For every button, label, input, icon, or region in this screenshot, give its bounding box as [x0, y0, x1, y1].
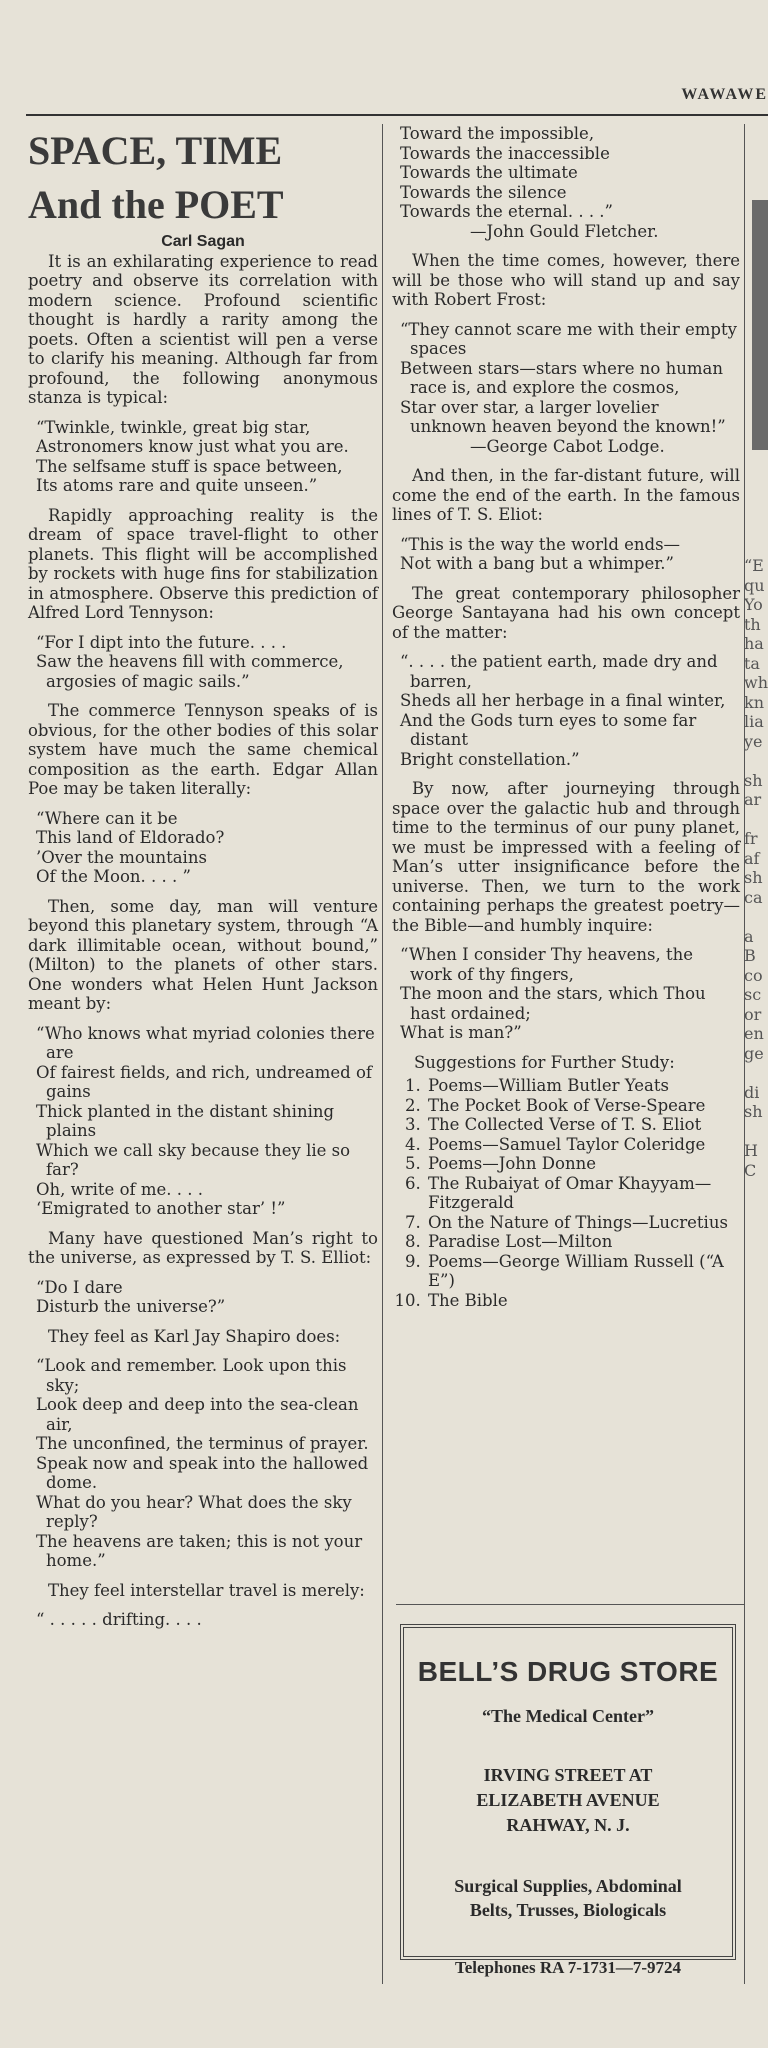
verse-line: Its atoms rare and quite unseen.”: [36, 476, 318, 495]
verse-line: Of the Moon. . . . ”: [36, 867, 191, 886]
ad-address-line: RAHWAY, N. J.: [506, 1815, 630, 1835]
cropped-text-fragment: sh: [744, 770, 763, 790]
paragraph: They feel as Karl Jay Shapiro does:: [48, 1326, 341, 1346]
verse-line: Disturb the universe?”: [36, 1297, 226, 1316]
cropped-text-fragment: di: [744, 1082, 760, 1102]
verse: [400, 945, 740, 1043]
verse-line: “Look and remember. Look upon this sky;: [36, 1356, 347, 1395]
verse-line: Speak now and speak into the hallowed dome.: [36, 1453, 369, 1492]
verse-line: The heavens are taken; this is not your home.”: [36, 1531, 363, 1570]
cropped-text-fragment: “E: [744, 556, 764, 575]
cropped-text-fragment: en: [744, 1024, 764, 1043]
suggestion-item: 7. On the Nature of Things—Lucretius: [426, 1213, 740, 1233]
cropped-column-text: [744, 556, 768, 2036]
verse-attribution-wrap: [400, 222, 740, 242]
ad-address-line: ELIZABETH AVENUE: [476, 1790, 660, 1810]
suggestions-title: Suggestions for Further Study:: [414, 1052, 675, 1072]
suggestion-item: 8. Paradise Lost—Milton: [426, 1232, 740, 1252]
suggestion-item: 4. Poems—Samuel Taylor Coleridge: [426, 1135, 740, 1155]
byline: Carl Sagan: [161, 233, 245, 250]
cropped-text-fragment: Yo: [744, 595, 763, 614]
ad-slogan: “The Medical Center”: [482, 1706, 654, 1726]
verse-line: “They cannot scare me with their empty spaces: [400, 319, 737, 358]
paragraph: Many have questioned Man’s right to the universe, as expressed by T. S. Elliot:: [28, 1228, 378, 1267]
paragraph: The commerce Tennyson speaks of is obvious, for the other bodies of this solar system have much the same chemical composition as the earth. Edgar Allan Poe may be taken literally:: [28, 701, 378, 798]
cropped-text-fragment: ta: [744, 653, 760, 673]
suggestion-item: 1. Poems—William Butler Yeats: [426, 1076, 740, 1096]
paragraph: And then, in the far-distant future, will come the end of the earth. In the famous lines of T. S. Eliot:: [392, 466, 740, 524]
verse-line: Look deep and deep into the sea-clean air,: [36, 1395, 359, 1434]
verse-line: “Who knows what myriad colonies there are: [36, 1023, 375, 1062]
verse-line: This land of Eldorado?: [36, 828, 225, 847]
ad-supplies: [404, 1874, 732, 1922]
cropped-text-fragment: C: [744, 1160, 757, 1180]
paragraph: They feel interstellar travel is merely:: [48, 1580, 365, 1600]
paragraph: Rapidly approaching reality is the dream of space travel-flight to other planets. This flight will be accomplished by rockets with huge fins for stabilization in atmosphere. Observe this prediction of Alfred Lord Tennyson:: [28, 505, 378, 622]
paragraph: The great contemporary philosopher George Santayana had his own concept of the matter:: [392, 583, 740, 642]
running-head: WAWAWE: [681, 86, 768, 103]
verse-line: Sheds all her herbage in a final winter,: [400, 691, 726, 710]
verse-line: Oh, write of me. . . .: [36, 1179, 203, 1199]
verse-attribution: —John Gould Fletcher.: [470, 221, 659, 241]
verse-line: “Do I dare: [36, 1277, 123, 1297]
cropped-text-fragment: ye: [744, 731, 763, 751]
cropped-text-fragment: kn: [744, 692, 764, 712]
verse-line: What is man?”: [400, 1023, 522, 1042]
verse-line: The unconfined, the terminus of prayer.: [36, 1434, 369, 1453]
drug-store-ad: [400, 1624, 736, 1977]
suggestion-item: 5. Poems—John Donne: [426, 1154, 740, 1174]
verse: [36, 1356, 378, 1571]
cropped-text-fragment: a: [744, 926, 754, 946]
ad-address: [404, 1763, 732, 1838]
cropped-text-fragment: H: [744, 1141, 758, 1160]
ad-supplies-line: Belts, Trusses, Biologicals: [469, 1900, 667, 1920]
verse: [36, 1278, 378, 1317]
paragraph: Then, some day, man will venture beyond this planetary system, through “A dark illimitable ocean, without bound,” (Milton) to the planets of other stars. One wonders what Helen Hunt Jackson meant by:: [28, 896, 378, 1013]
cropped-text-fragment: ha: [744, 634, 764, 653]
ad-store-name: BELL’S DRUG STORE: [417, 1656, 719, 1687]
verse-line: Not with a bang but a whimper.”: [400, 554, 674, 573]
suggestion-item: 3. The Collected Verse of T. S. Eliot: [426, 1115, 740, 1135]
section-rule: [396, 1604, 744, 1605]
verse-line: Towards the ultimate: [400, 163, 578, 182]
verse-line: Of fairest fields, and rich, undreamed of gains: [36, 1062, 373, 1101]
verse-line: Towards the inaccessible: [400, 143, 610, 163]
verse-attribution-wrap: [400, 437, 740, 457]
cropped-text-fragment: fr: [744, 829, 758, 848]
verse: [400, 535, 740, 574]
verse-attribution: —George Cabot Lodge.: [470, 436, 665, 456]
verse-line: “This is the way the world ends—: [400, 534, 681, 554]
cropped-text-fragment: ca: [744, 887, 763, 907]
cropped-text-fragment: [744, 1122, 768, 1142]
cropped-text-fragment: qu: [744, 575, 765, 595]
verse-line: “. . . . the patient earth, made dry and barren,: [400, 652, 718, 691]
verse-line: ’Over the mountains: [36, 847, 207, 867]
verse: [36, 1024, 378, 1219]
cropped-text-fragment: [744, 810, 768, 830]
suggestion-item: 6. The Rubaiyat of Omar Khayyam—Fitzgerald: [426, 1174, 740, 1213]
verse: [400, 652, 740, 769]
verse-line: Between stars—stars where no human race is, and explore the cosmos,: [400, 358, 723, 397]
cropped-text-fragment: sh: [744, 868, 763, 887]
verse-line: The moon and the stars, which Thou hast ordained;: [400, 984, 706, 1023]
suggestion-item: 9. Poems—George William Russell (“A E”): [426, 1252, 740, 1291]
verse-line: Bright constellation.”: [400, 749, 580, 769]
verse-line: Thick planted in the distant shining plains: [36, 1101, 335, 1140]
verse-line: Which we call sky because they lie so far?: [36, 1140, 351, 1179]
cropped-photo-area: [744, 200, 768, 450]
cropped-text-fragment: or: [744, 1004, 762, 1024]
verse-line: ‘Emigrated to another star’ !”: [36, 1199, 286, 1218]
cropped-text-fragment: ar: [744, 790, 762, 809]
cropped-text-fragment: wh: [744, 673, 768, 692]
verse-line: Toward the impossible,: [400, 124, 595, 143]
verse: [400, 320, 740, 437]
cropped-text-fragment: co: [744, 965, 763, 985]
article-title: SPACE, TIME: [28, 128, 283, 173]
verse: [36, 633, 378, 692]
article-column-2: [392, 124, 740, 1322]
cropped-text-fragment: B: [744, 946, 756, 965]
verse-line: Towards the eternal. . . .”: [400, 202, 613, 221]
cropped-photo: [752, 200, 768, 450]
article-subtitle: And the POET: [28, 182, 284, 227]
verse-line: “Twinkle, twinkle, great big star,: [36, 417, 311, 437]
verse-line: And the Gods turn eyes to some far distant: [400, 710, 697, 749]
verse-line: The selfsame stuff is space between,: [36, 456, 343, 476]
suggestion-item: 2. The Pocket Book of Verse-Speare: [426, 1096, 740, 1116]
cropped-text-fragment: th: [744, 614, 761, 634]
ad-supplies-line: Surgical Supplies, Abdominal: [454, 1876, 682, 1896]
verse-line: “ . . . . . drifting. . . .: [36, 1610, 202, 1629]
verse-line: “Where can it be: [36, 808, 178, 828]
paragraph: By now, after journeying through space over the galactic hub and through time to the terminus of our puny planet, we must be impressed with a feeling of Man’s utter insignificance before the universe. Then, we turn to the work containing perhaps the greatest poetry—the Bible—and humbly inquire:: [392, 779, 740, 935]
verse: [36, 1610, 378, 1630]
cropped-text-fragment: sc: [744, 985, 762, 1004]
verse-line: “For I dipt into the future. . . .: [36, 632, 287, 652]
paragraph: It is an exhilarating experience to read poetry and observe its correlation with modern science. Profound scientific thought is hardly a rarity among the poets. Often a scientist will pen a verse to clarify his meaning. Although far from profound, the following anonymous stanza is typical:: [28, 251, 378, 407]
verse-line: What do you hear? What does the sky reply?: [36, 1492, 352, 1531]
suggestions-list: [392, 1076, 740, 1310]
cropped-text-fragment: sh: [744, 1102, 763, 1121]
cropped-text-fragment: [744, 1063, 768, 1083]
cropped-text-fragment: [744, 907, 768, 927]
verse: [36, 418, 378, 496]
verse: [36, 809, 378, 887]
ad-address-line: IRVING STREET AT: [483, 1765, 653, 1785]
column-divider: [382, 124, 383, 1984]
cropped-text-fragment: [744, 751, 768, 771]
header-rule: [26, 114, 768, 116]
verse-line: Saw the heavens fill with commerce, argosies of magic sails.”: [36, 652, 344, 691]
cropped-text-fragment: ge: [744, 1043, 764, 1063]
ad-phones: Telephones RA 7-1731—7-9724: [454, 1958, 682, 1977]
article-column-1: [28, 124, 378, 1640]
verse-line: Astronomers know just what you are.: [36, 437, 349, 456]
suggestion-item: 10. The Bible: [426, 1291, 740, 1311]
cropped-text-fragment: af: [744, 848, 760, 868]
paragraph: When the time comes, however, there will be those who will stand up and say with Robert Frost:: [392, 251, 740, 309]
verse: [400, 124, 740, 222]
verse-line: Towards the silence: [400, 182, 567, 202]
verse-line: “When I consider Thy heavens, the work of thy fingers,: [400, 945, 694, 984]
verse-line: Star over star, a larger lovelier unknown heaven beyond the known!”: [400, 397, 726, 436]
cropped-text-fragment: lia: [744, 712, 764, 731]
